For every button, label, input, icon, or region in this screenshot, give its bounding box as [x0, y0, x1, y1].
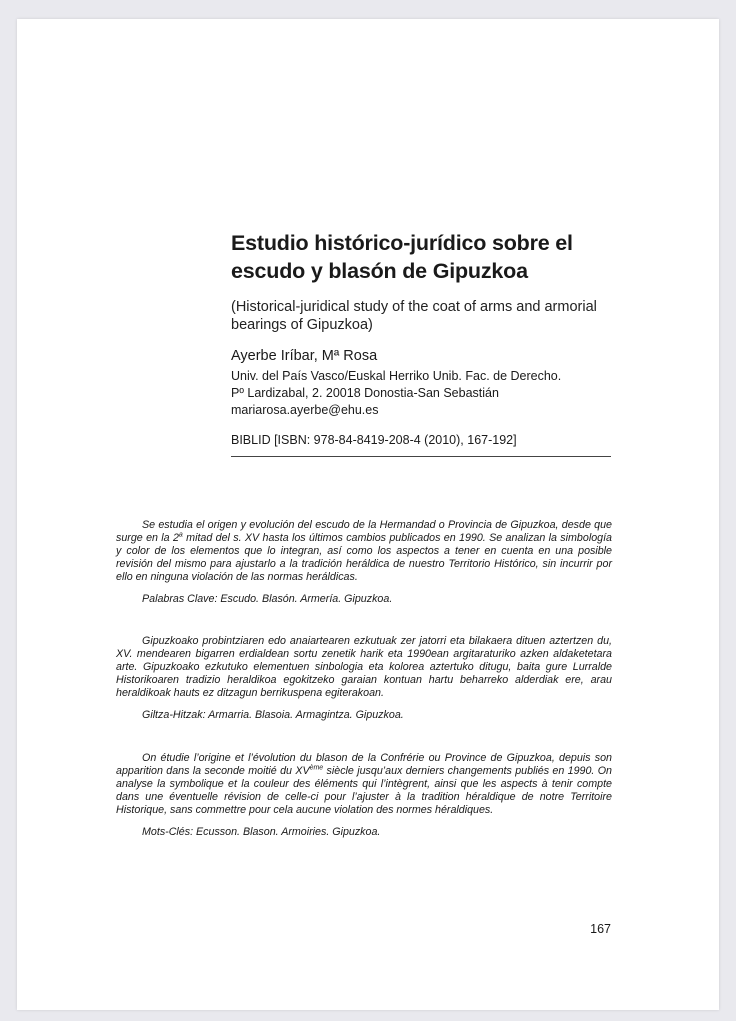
author-affiliation: [231, 368, 611, 419]
author-name: Ayerbe Iríbar, Mª Rosa: [231, 348, 378, 364]
header-divider: [231, 456, 611, 457]
abstract-text: Se estudia el origen y evolución del escudo de la Hermandad o Provincia de Gipuzkoa, desde que surge en la 2$^a$ mitad del s. XV hasta los últimos cambios publicados en 1990. Se analizan la simbología y color de los elementos que lo integran, así como los aspectos a tener en cuenta en una posible revisión del mismo para ajustarlo a la tradición heráldica de nuestro Territorio Histórico, sin incurrir por ello en ninguna violación de las normas heráldicas.: [116, 519, 612, 583]
abstract-spanish: [116, 519, 612, 605]
article-subtitle: (Historical-juridical study of the coat of arms and armorial bearings of Gipuzkoa): [231, 299, 597, 333]
affiliation-address: Pº Lardizabal, 2. 20018 Donostia-San Sebastián: [231, 386, 499, 400]
article-header: [231, 229, 611, 449]
affiliation-university: Univ. del País Vasco/Euskal Herriko Unib. Fac. de Derecho.: [231, 369, 562, 383]
author-email: mariarosa.ayerbe@ehu.es: [231, 403, 379, 417]
document-page: [17, 19, 719, 1010]
keywords: Palabras Clave: Escudo. Blasón. Armería. Gipuzkoa.: [142, 592, 393, 605]
keywords: Giltza-Hitzak: Armarria. Blasoia. Armagintza. Gipuzkoa.: [142, 708, 404, 721]
abstract-text: Gipuzkoako probintziaren edo anaiartearen ezkutuak zer jatorri eta bilakaera dituen aztertzen du, XV. mendearen bigarren erdialdean sortu zenetik harik eta 1990ean argitaraturiko azken aldaketetara arte. Gipuzkoako ezkutuko elementuen sinbologia eta kolorea aztertuko ditugu, baita gure Lurralde Historikoaren tradizio heraldikoa egokitzeko garaian kontuan hartu beharreko alderdiak ere, arau heraldikoak hauts ez ditzagun berrikuspena egiterakoan.: [116, 635, 612, 699]
page-number: 167: [590, 922, 611, 936]
keywords: Mots-Clés: Ecusson. Blason. Armoiries. Gipuzkoa.: [142, 825, 381, 838]
abstract-basque: [116, 635, 612, 721]
biblid-reference: BIBLID [ISBN: 978-84-8419-208-4 (2010), 167-192]: [231, 433, 517, 447]
article-title: Estudio histórico-jurídico sobre el escudo y blasón de Gipuzkoa: [231, 231, 573, 283]
abstract-french: [116, 752, 612, 838]
abstract-text: On étudie l’origine et l’évolution du blason de la Confrérie ou Province de Gipuzkoa, depuis son apparition dans la seconde moitié du XVème siècle jusqu’aux derniers changements publiés en 1990. On analyse la symbolique et la couleur des éléments qui l’intègrent, ainsi que les aspects à tenir compte dans une éventuelle révision de celle-ci pour l’ajuster à la tradition héraldique de notre Territoire Historique, sans commettre pour cela aucune violation des normes héraldiques.: [116, 752, 612, 816]
